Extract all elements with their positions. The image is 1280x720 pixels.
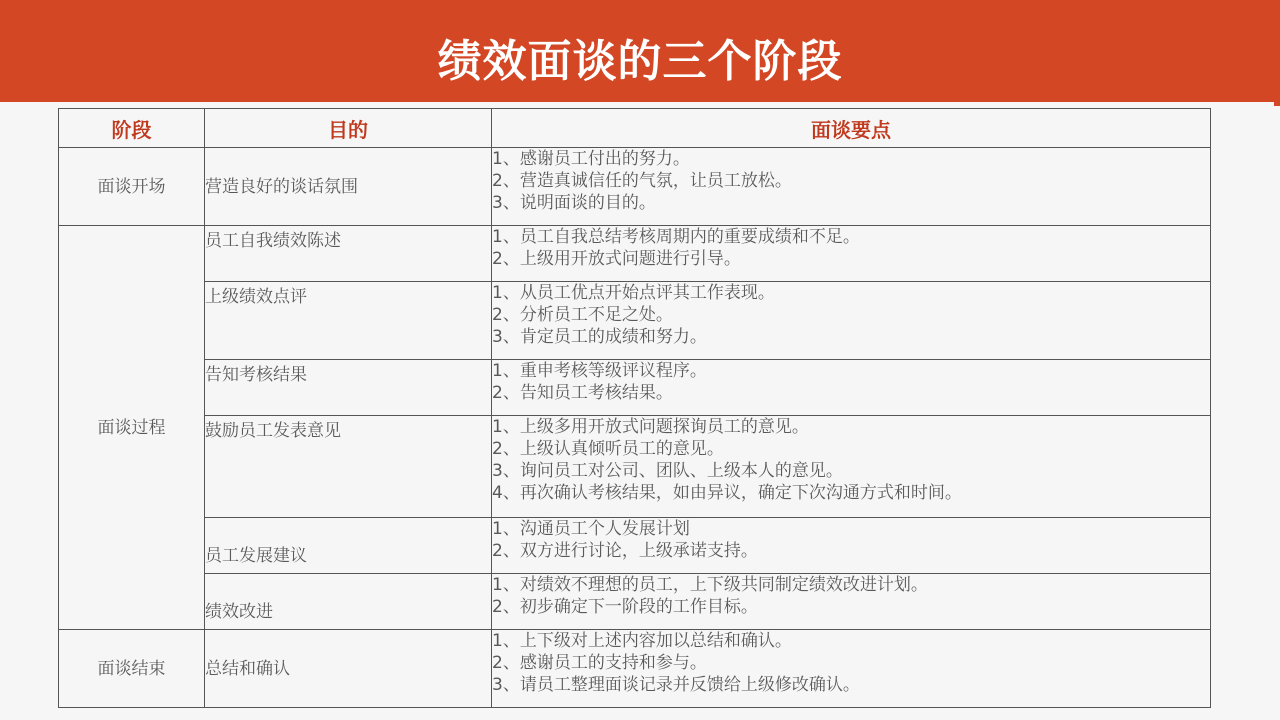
point-item: 4、再次确认考核结果，如由异议，确定下次沟通方式和时间。 — [492, 483, 962, 503]
interview-stages-table — [58, 108, 1211, 708]
point-item: 2、初步确定下一阶段的工作目标。 — [492, 597, 758, 617]
point-item: 1、重申考核等级评议程序。 — [492, 361, 707, 381]
title-bar-accent — [1274, 96, 1280, 106]
purpose-cell: 员工发展建议 — [205, 518, 492, 574]
purpose-cell: 营造良好的谈话氛围 — [205, 148, 492, 226]
point-item: 3、肯定员工的成绩和努力。 — [492, 327, 707, 347]
table-row — [59, 148, 1211, 226]
table-row — [59, 574, 1211, 630]
stage-cell-closing: 面谈结束 — [59, 630, 205, 708]
point-item: 3、请员工整理面谈记录并反馈给上级修改确认。 — [492, 675, 860, 695]
purpose-cell: 告知考核结果 — [205, 360, 492, 416]
point-item: 2、告知员工考核结果。 — [492, 383, 673, 403]
point-item: 2、分析员工不足之处。 — [492, 305, 673, 325]
table-row — [59, 226, 1211, 282]
table-row — [59, 416, 1211, 518]
purpose-cell: 员工自我绩效陈述 — [205, 226, 492, 282]
point-item: 2、营造真诚信任的气氛，让员工放松。 — [492, 171, 792, 191]
purpose-cell: 绩效改进 — [205, 574, 492, 630]
purpose-cell: 鼓励员工发表意见 — [205, 416, 492, 518]
table-header-row — [59, 109, 1211, 148]
points-cell — [492, 360, 1211, 416]
table-row — [59, 518, 1211, 574]
table-row — [59, 360, 1211, 416]
points-cell — [492, 574, 1211, 630]
stage-cell-opening: 面谈开场 — [59, 148, 205, 226]
point-item: 1、员工自我总结考核周期内的重要成绩和不足。 — [492, 227, 860, 247]
title-bar — [0, 0, 1280, 102]
point-item: 1、沟通员工个人发展计划 — [492, 519, 690, 539]
point-item: 3、询问员工对公司、团队、上级本人的意见。 — [492, 461, 843, 481]
point-item: 1、从员工优点开始点评其工作表现。 — [492, 283, 775, 303]
point-item: 2、上级认真倾听员工的意见。 — [492, 439, 724, 459]
point-item: 1、上级多用开放式问题探询员工的意见。 — [492, 417, 809, 437]
points-cell — [492, 518, 1211, 574]
stage-cell-process: 面谈过程 — [59, 226, 205, 630]
point-item: 2、感谢员工的支持和参与。 — [492, 653, 707, 673]
column-header-stage: 阶段 — [59, 109, 205, 148]
point-item: 1、对绩效不理想的员工，上下级共同制定绩效改进计划。 — [492, 575, 928, 595]
slide-title: 绩效面谈的三个阶段 — [437, 36, 843, 87]
purpose-cell: 总结和确认 — [205, 630, 492, 708]
point-item: 1、上下级对上述内容加以总结和确认。 — [492, 631, 792, 651]
point-item: 3、说明面谈的目的。 — [492, 193, 656, 213]
points-cell — [492, 630, 1211, 708]
purpose-cell: 上级绩效点评 — [205, 282, 492, 360]
points-cell — [492, 226, 1211, 282]
points-cell — [492, 416, 1211, 518]
column-header-purpose: 目的 — [205, 109, 492, 148]
points-cell — [492, 148, 1211, 226]
table-row — [59, 630, 1211, 708]
point-item: 2、双方进行讨论，上级承诺支持。 — [492, 541, 758, 561]
table-row — [59, 282, 1211, 360]
point-item: 1、感谢员工付出的努力。 — [492, 149, 690, 169]
column-header-points: 面谈要点 — [492, 109, 1211, 148]
point-item: 2、上级用开放式问题进行引导。 — [492, 249, 741, 269]
points-cell — [492, 282, 1211, 360]
